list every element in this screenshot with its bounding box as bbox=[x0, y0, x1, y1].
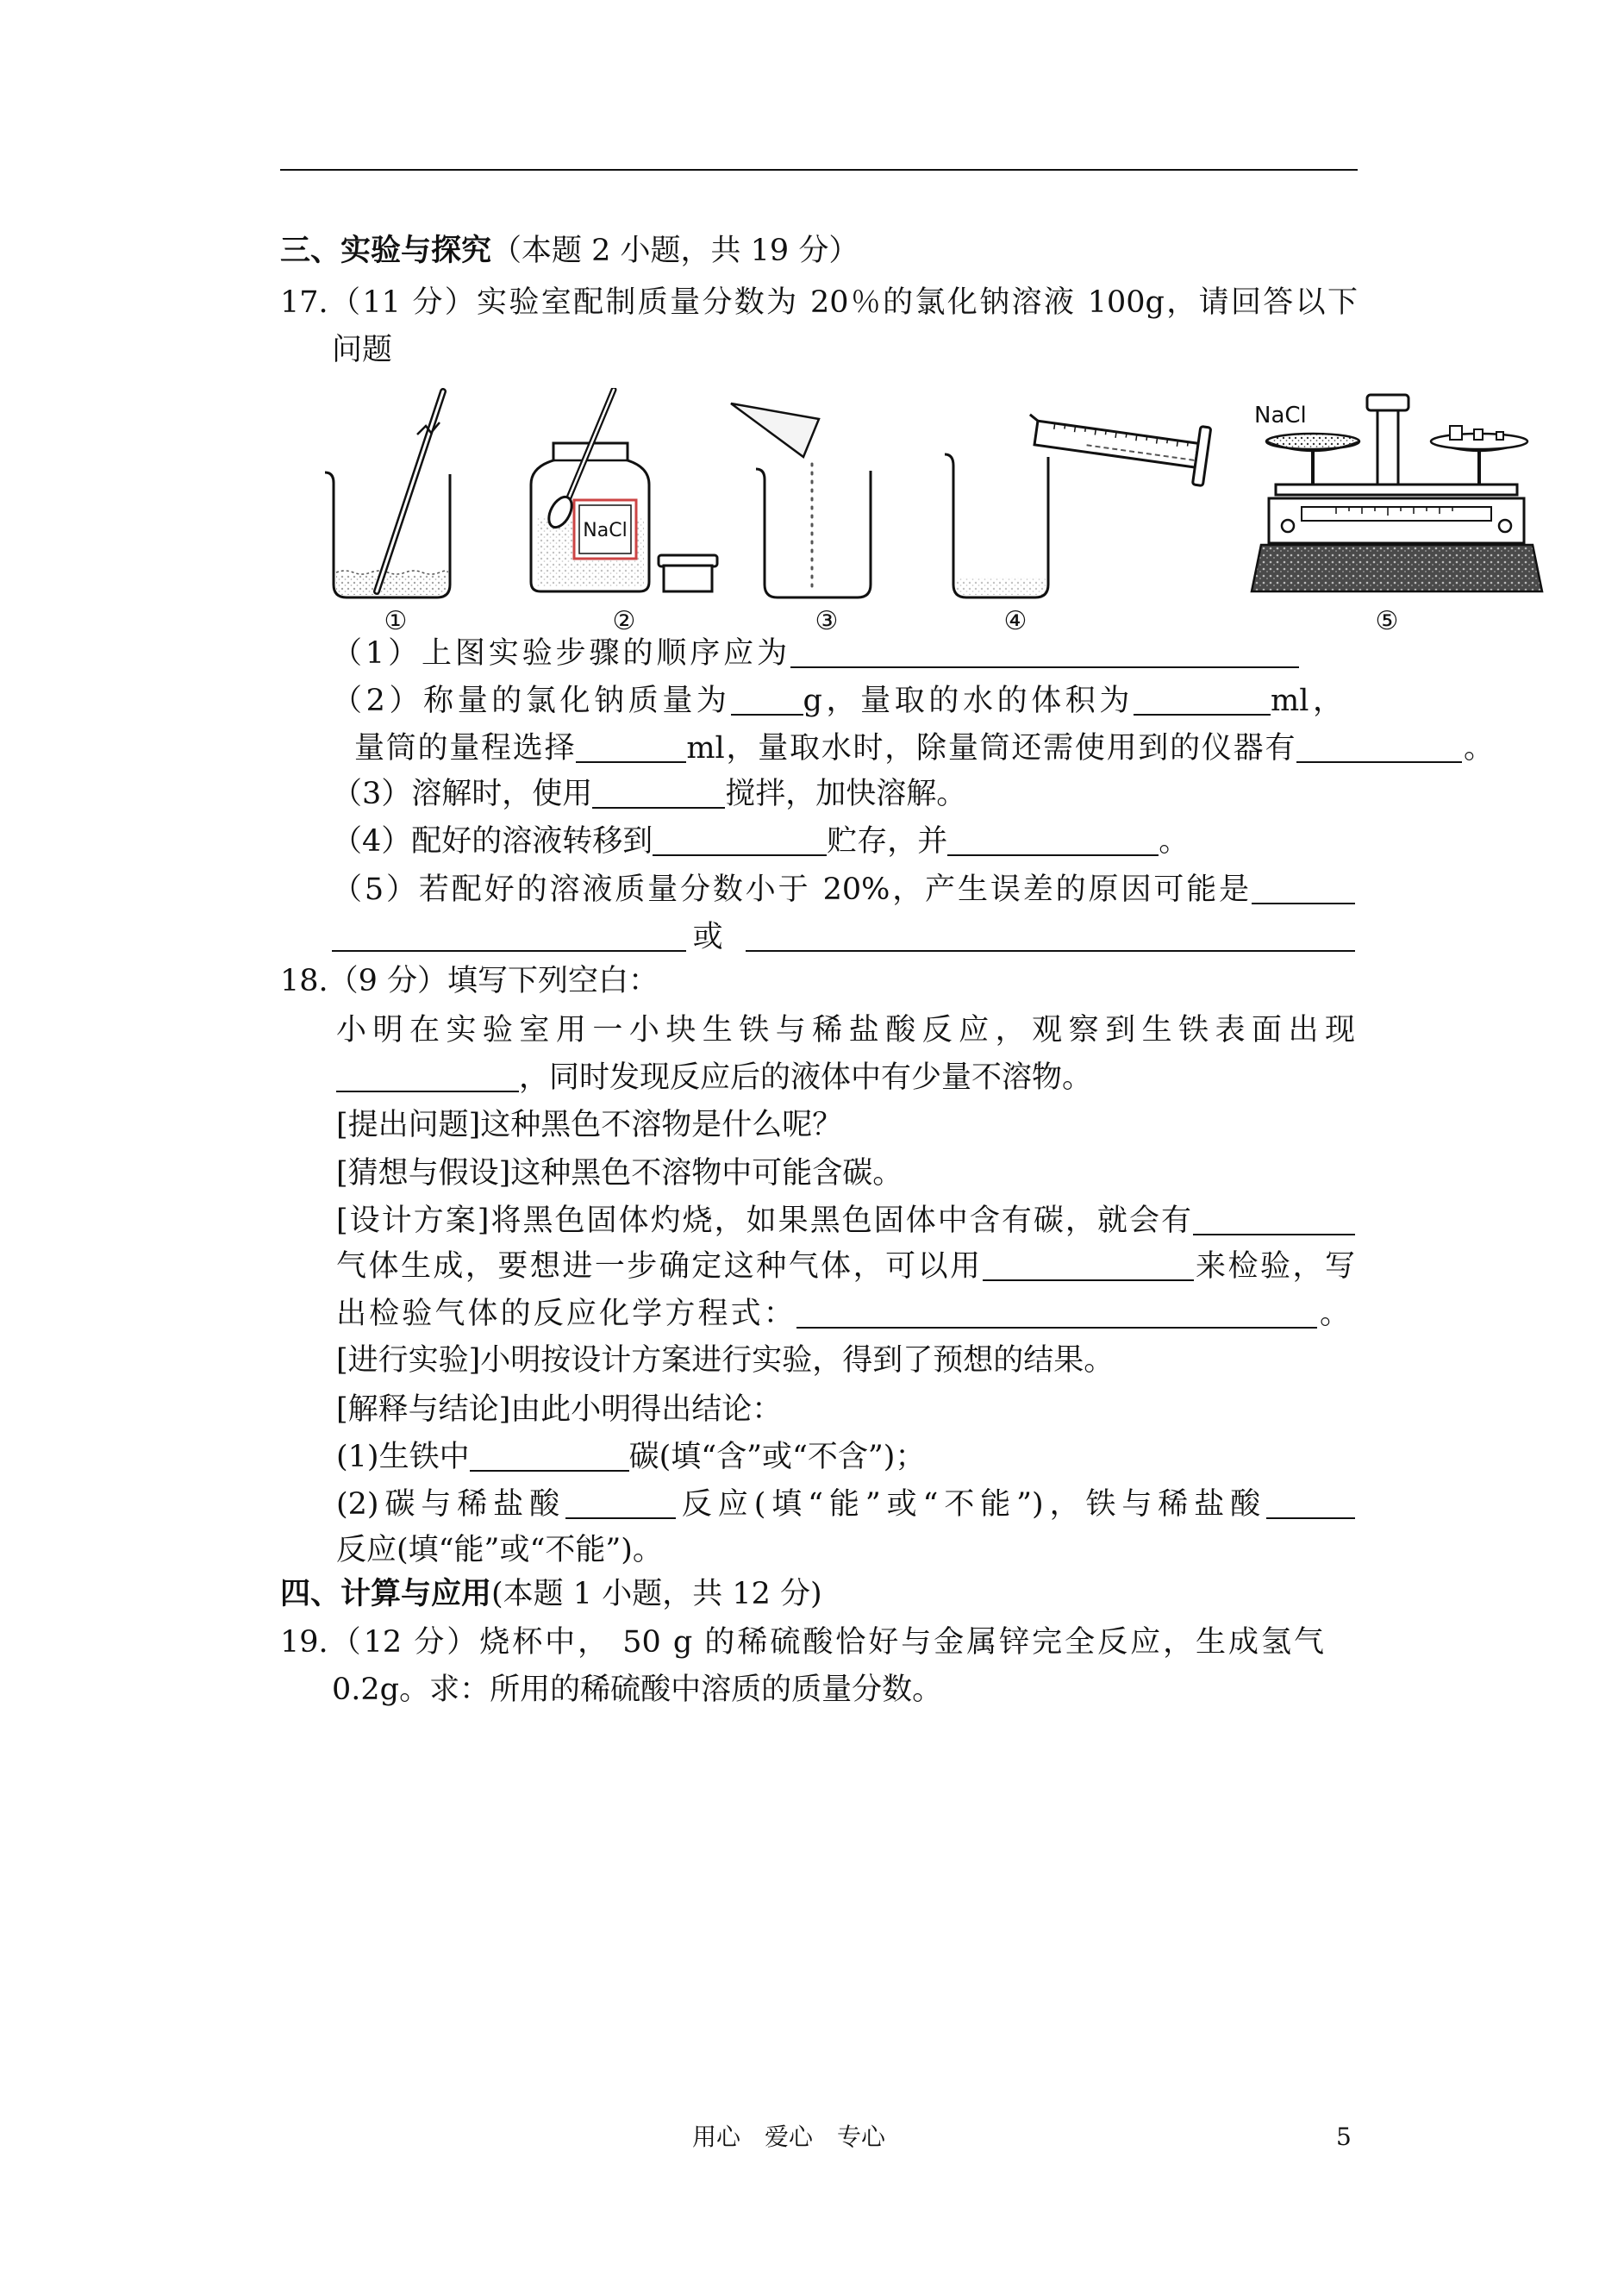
q17-sub3-text: 搅拌，加快溶解。 bbox=[725, 777, 967, 811]
step-label: ③ bbox=[815, 606, 839, 636]
q18-conclusion-1 bbox=[336, 1438, 925, 1476]
section-3-heading bbox=[280, 232, 859, 270]
answer-blank bbox=[983, 1254, 1194, 1281]
answer-blank bbox=[947, 829, 1159, 856]
section-4-note: (本题 1 小题，共 12 分) bbox=[491, 1577, 822, 1611]
weight bbox=[1496, 432, 1503, 440]
q17-stem-line-1 bbox=[280, 284, 1358, 322]
q18-design-text: [设计方案]将黑色固体灼烧，如果黑色固体中含有碳，就会有 bbox=[336, 1204, 1193, 1238]
q17-sub2-text: 量筒的量程选择 bbox=[354, 731, 577, 766]
q17-sub4-text: 。 bbox=[1159, 824, 1190, 859]
footer-motto: 用心 爱心 专心 bbox=[691, 2123, 885, 2151]
q17-sub2-text: ml， bbox=[1271, 684, 1344, 718]
q17-stem-line-2 bbox=[332, 331, 392, 369]
q17-sub5-line-2 bbox=[332, 918, 1355, 956]
section-3-title: 三、实验与探究 bbox=[280, 233, 492, 268]
balance-pan-label: NaCl bbox=[1254, 403, 1307, 428]
step-2-reagent-jar bbox=[531, 390, 717, 636]
step-label: ⑤ bbox=[1375, 606, 1399, 636]
q18-conclusion-text: 碳(填“含”或“不含”)； bbox=[628, 1440, 926, 1474]
balance-pillar bbox=[1377, 410, 1398, 490]
q18-design-text: 来检验，写 bbox=[1193, 1249, 1355, 1284]
q18-experiment-text: [进行实验]小明按设计方案进行实验，得到了预想的结果。 bbox=[336, 1343, 1115, 1378]
beaker bbox=[945, 454, 1048, 597]
q18-conclusion-2-cont bbox=[336, 1531, 663, 1569]
q18-intro-text: 小明在实验室用一小块生铁与稀盐酸反应，观察到生铁表面出现 bbox=[336, 1013, 1355, 1047]
q18-conclusion-text: (2)碳与稀盐酸 bbox=[336, 1487, 565, 1522]
q17-stem-text: 17.（11 分）实验室配制质量分数为 20％的氯化钠溶液 100g，请回答以下 bbox=[280, 285, 1358, 320]
q18-hypothesis bbox=[336, 1154, 903, 1192]
weight bbox=[1474, 429, 1483, 440]
q17-sub2-line-1 bbox=[332, 682, 1343, 720]
q18-conclusion-2 bbox=[336, 1485, 1355, 1523]
q17-sub2-text: ml，量取水时，除量筒还需使用到的仪器有 bbox=[686, 731, 1297, 766]
q17-sub2-text: 。 bbox=[1462, 731, 1494, 766]
weighing-paper bbox=[731, 403, 819, 457]
weight bbox=[1450, 426, 1462, 440]
answer-blank bbox=[746, 924, 1355, 952]
answer-blank bbox=[1193, 1208, 1355, 1235]
answer-blank bbox=[1296, 735, 1462, 763]
q18-hypothesis-text: [猜想与假设]这种黑色不溶物中可能含碳。 bbox=[336, 1156, 903, 1191]
q17-sub4-text: （4）配好的溶液转移到 bbox=[332, 824, 653, 859]
answer-blank bbox=[790, 641, 1299, 668]
q18-design-line-1 bbox=[336, 1202, 1355, 1240]
section-3-note: （本题 2 小题，共 19 分） bbox=[491, 234, 859, 268]
answer-blank bbox=[332, 924, 686, 952]
answer-blank bbox=[565, 1491, 676, 1519]
answer-blank bbox=[653, 829, 827, 856]
q18-stem bbox=[280, 962, 659, 1000]
solution bbox=[336, 574, 447, 595]
q17-sub4 bbox=[332, 822, 1189, 860]
left-pan bbox=[1266, 434, 1359, 449]
graduated-cylinder bbox=[1023, 403, 1210, 486]
q18-design-text: 。 bbox=[1316, 1297, 1350, 1331]
step-label: ① bbox=[384, 606, 408, 636]
answer-blank bbox=[731, 688, 803, 716]
jar-label-text: NaCl bbox=[583, 520, 628, 541]
q17-sub2-text: （2）称量的氯化钠质量为 bbox=[332, 684, 731, 718]
answer-blank bbox=[336, 1065, 519, 1092]
q18-conclusion-text: 反应(填“能”或“不能”)，铁与稀盐酸 bbox=[676, 1487, 1267, 1522]
page-number: 5 bbox=[1336, 2123, 1352, 2151]
q19-stem-text: 0.2g。求：所用的稀硫酸中溶质的质量分数。 bbox=[332, 1673, 943, 1707]
header-rule bbox=[280, 169, 1358, 171]
answer-blank bbox=[1266, 1491, 1355, 1519]
answer-blank bbox=[470, 1444, 629, 1472]
q17-sub2-text: g，量取的水的体积为 bbox=[803, 684, 1134, 718]
q19-stem-line-1 bbox=[280, 1623, 1324, 1661]
q18-question-text: [提出问题]这种黑色不溶物是什么呢？ bbox=[336, 1108, 843, 1142]
q18-design-line-3 bbox=[336, 1295, 1350, 1333]
q18-intro-line-2 bbox=[336, 1059, 1092, 1097]
q17-sub5-line-1 bbox=[332, 871, 1355, 909]
q17-sub1-text: （1）上图实验步骤的顺序应为 bbox=[332, 636, 790, 671]
q17-sub3 bbox=[332, 775, 966, 813]
q17-sub5-text: （5）若配好的溶液质量分数小于 20%，产生误差的原因可能是 bbox=[332, 872, 1252, 907]
q18-conclusion-intro bbox=[336, 1391, 782, 1429]
step-5-balance bbox=[1252, 395, 1542, 636]
liquid-surface bbox=[336, 571, 447, 574]
balance-base bbox=[1252, 545, 1542, 591]
q19-stem-line-2 bbox=[332, 1671, 942, 1709]
step-4-pouring-water bbox=[945, 403, 1211, 636]
answer-blank bbox=[576, 735, 686, 763]
q18-design-line-2 bbox=[336, 1248, 1355, 1285]
answer-blank bbox=[1252, 877, 1355, 904]
step-3-adding-salt bbox=[731, 403, 871, 636]
step-1-stirring-beaker bbox=[325, 391, 450, 636]
experiment-figure bbox=[310, 388, 1552, 638]
q18-conclusion-text: (1)生铁中 bbox=[336, 1440, 470, 1474]
q18-intro-text: ，同时发现反应后的液体中有少量不溶物。 bbox=[519, 1060, 1093, 1095]
q18-question bbox=[336, 1106, 842, 1144]
q18-experiment bbox=[336, 1341, 1114, 1379]
q18-intro-line-1 bbox=[336, 1011, 1355, 1049]
q17-sub4-text: 贮存，并 bbox=[827, 824, 948, 859]
q17-sub2-line-2 bbox=[354, 729, 1494, 767]
balance-beam bbox=[1276, 485, 1517, 495]
answer-blank bbox=[592, 781, 725, 809]
q18-conclusion-text: [解释与结论]由此小明得出结论： bbox=[336, 1392, 783, 1427]
q17-sub5-text: 或 bbox=[686, 920, 730, 954]
section-4-title: 四、计算与应用 bbox=[280, 1576, 492, 1611]
q18-conclusion-text: 反应(填“能”或“不能”)。 bbox=[336, 1533, 663, 1567]
q18-design-text: 出检验气体的反应化学方程式： bbox=[336, 1297, 796, 1331]
answer-blank bbox=[796, 1301, 1317, 1329]
q17-stem-text: 问题 bbox=[332, 333, 393, 367]
q18-design-text: 气体生成，要想进一步确定这种气体，可以用 bbox=[336, 1249, 983, 1284]
step-label: ② bbox=[612, 606, 636, 636]
q17-sub1 bbox=[332, 635, 1299, 672]
q17-sub3-text: （3）溶解时，使用 bbox=[332, 777, 593, 811]
q18-stem-text: 18.（9 分）填写下列空白： bbox=[280, 964, 659, 998]
section-4-heading bbox=[280, 1575, 822, 1613]
answer-blank bbox=[1134, 688, 1271, 716]
step-label: ④ bbox=[1003, 606, 1027, 636]
q19-stem-text: 19.（12 分）烧杯中， 50 g 的稀硫酸恰好与金属锌完全反应，生成氢气 bbox=[280, 1625, 1324, 1660]
